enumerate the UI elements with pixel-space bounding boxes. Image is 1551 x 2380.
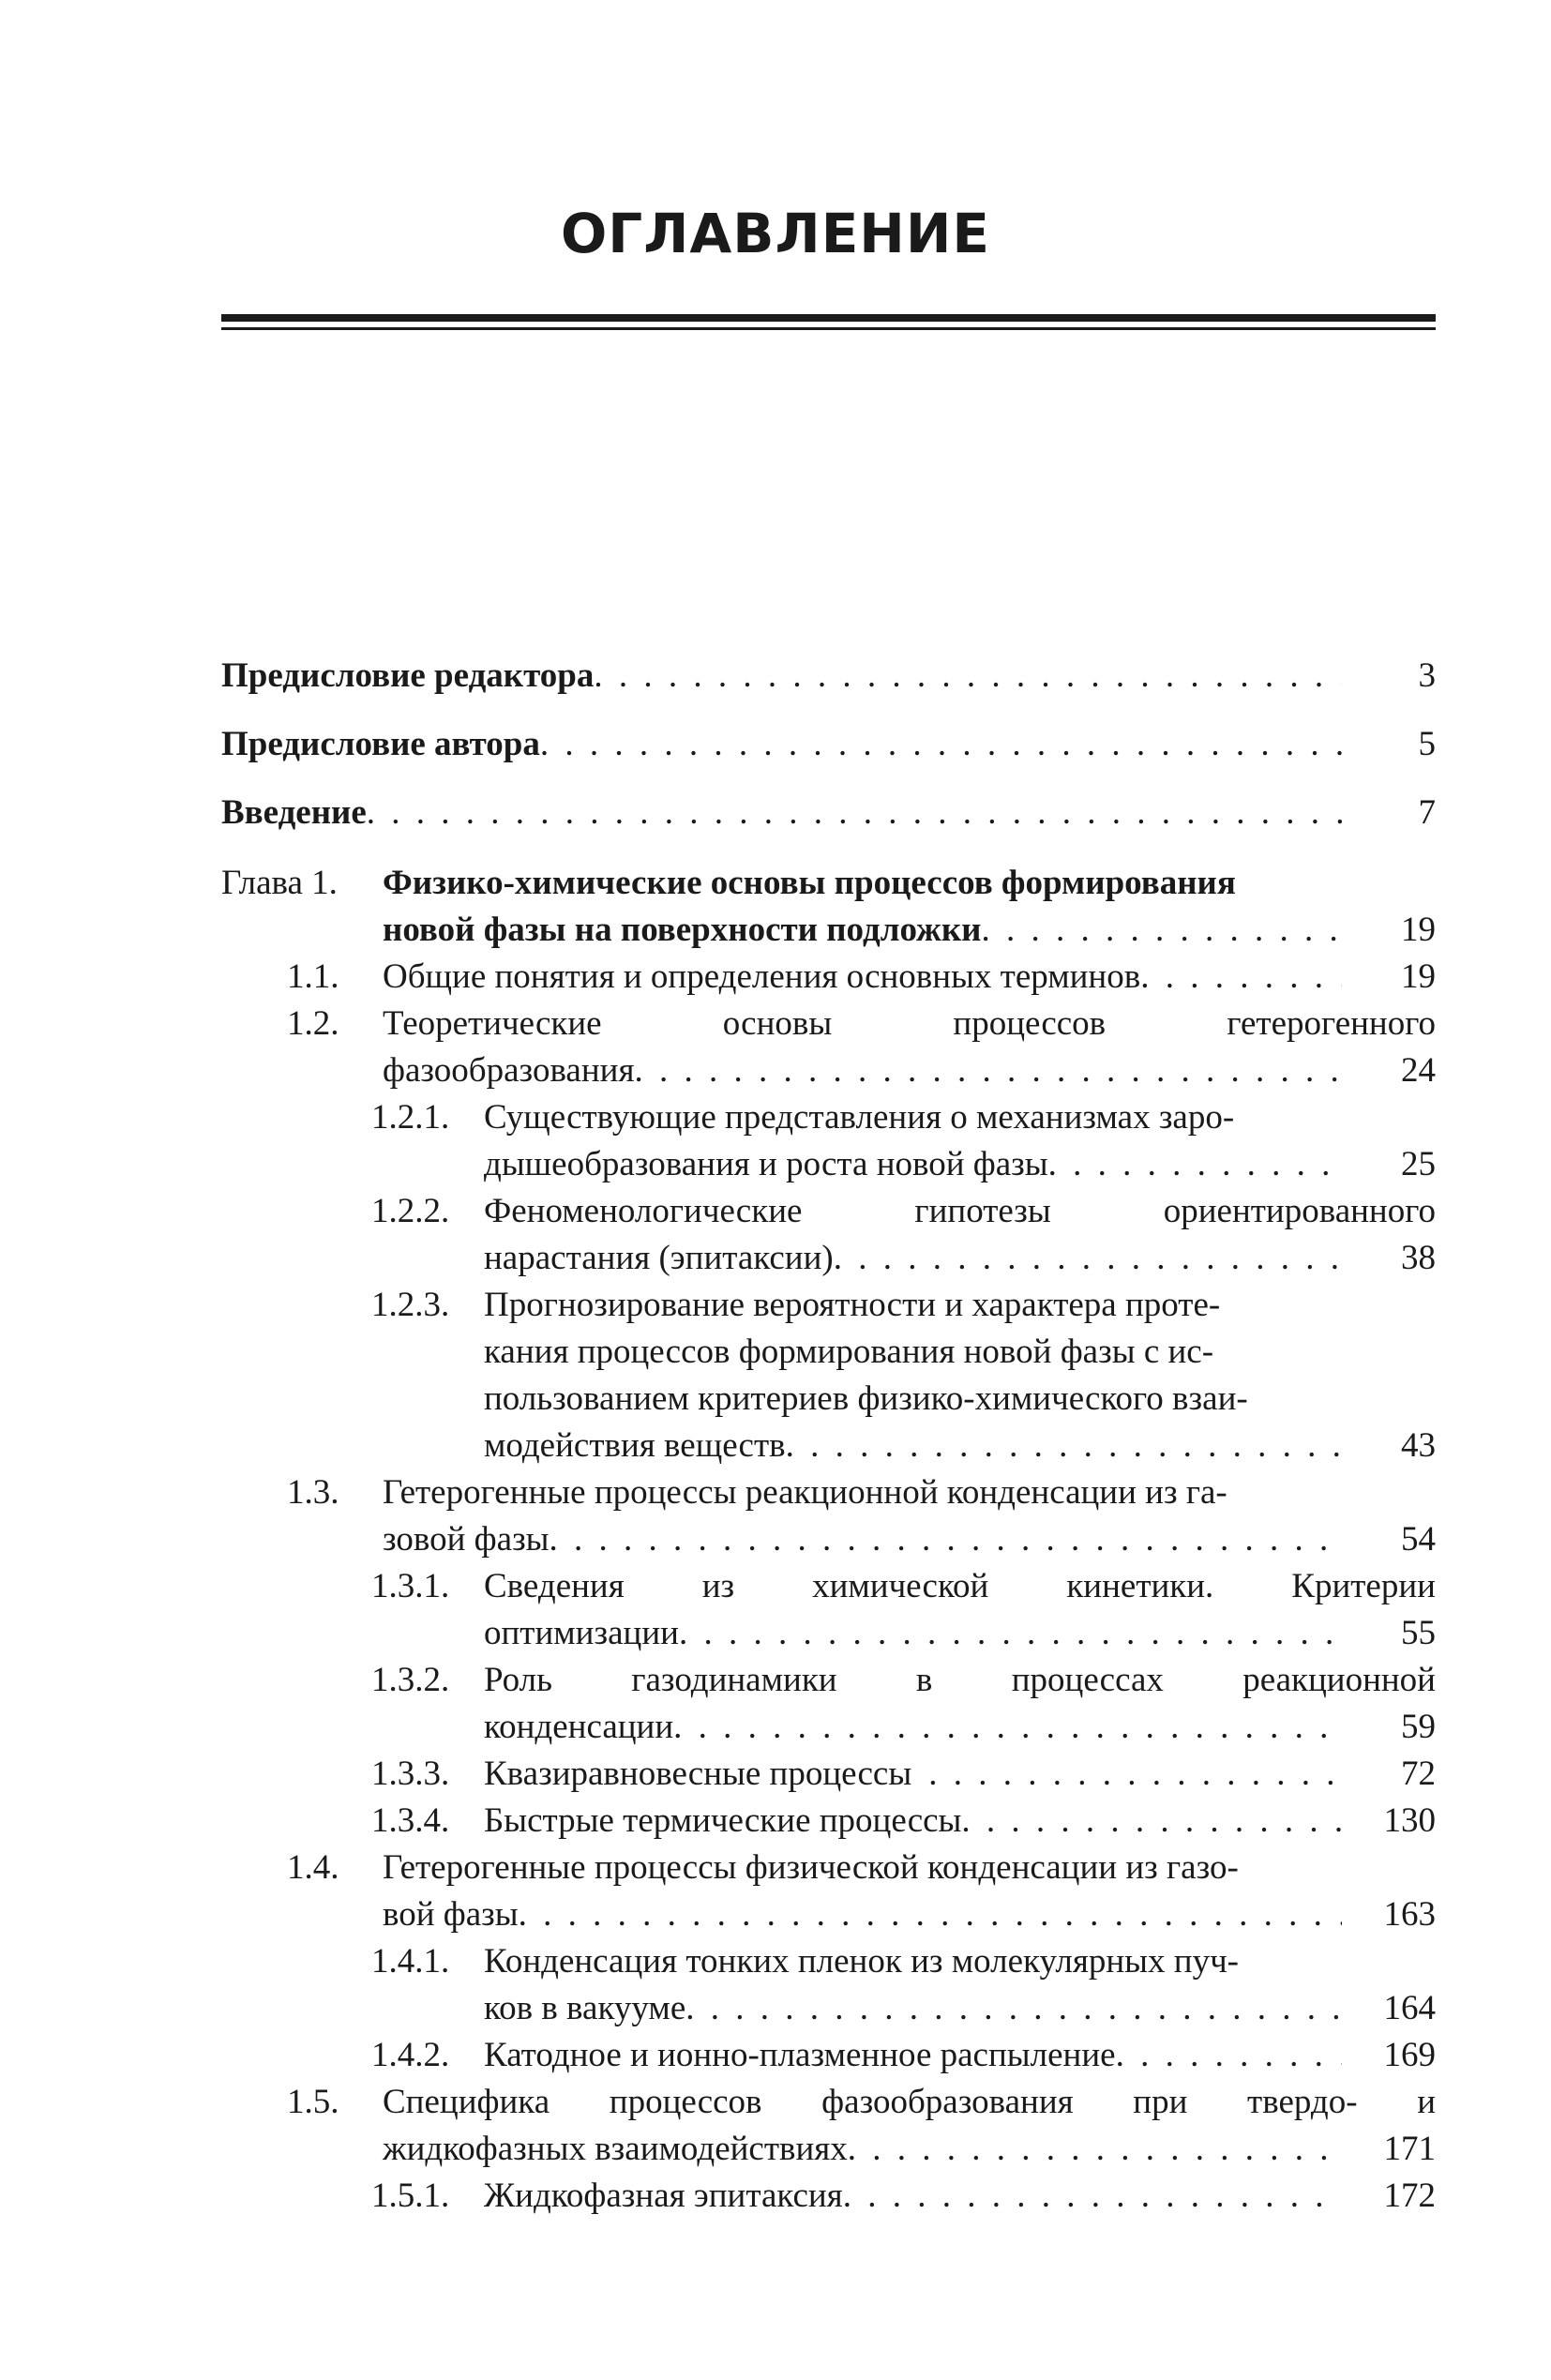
entry-label-line-1: Гетерогенные процессы физической конденсации из газо- xyxy=(383,1848,1239,1887)
entry-label: Предисловие автора xyxy=(221,725,540,763)
section-number: 1.3.2. xyxy=(371,1661,450,1699)
section-number: 1.2. xyxy=(287,1004,339,1043)
entry-label-line-1: Гетерогенные процессы реакционной конденсации из га- xyxy=(383,1473,1227,1512)
entry-label: Катодное и ионно-плазменное распыление xyxy=(484,2036,1116,2074)
leader-dots xyxy=(961,1799,1342,1844)
leader-dots xyxy=(786,1423,1342,1469)
section-number: 1.2.3. xyxy=(371,1286,450,1324)
entry-page: 38 xyxy=(1401,1239,1436,1277)
leader-dots xyxy=(1048,1142,1342,1187)
entry-label-line-2: фазообразования xyxy=(383,1051,635,1090)
leader-dots xyxy=(1140,955,1342,1000)
section-number: 1.3. xyxy=(287,1473,339,1512)
entry-label-line-1: Существующие представления о механизмах заро- xyxy=(484,1098,1235,1137)
leader-dots xyxy=(848,2127,1342,2172)
entry-label-line-2: ков в вакууме xyxy=(484,1989,686,2027)
section-number: 1.4. xyxy=(287,1848,339,1887)
entry-label: Быстрые термические процессы xyxy=(484,1801,962,1840)
toc-entry-author-preface[interactable] xyxy=(221,722,1436,767)
section-number: 1.3.3. xyxy=(371,1755,450,1793)
section-number: 1.4.1. xyxy=(371,1942,450,1981)
entry-page: 55 xyxy=(1401,1614,1436,1652)
title-rule-thick xyxy=(221,314,1436,322)
section-number: 1.2.2. xyxy=(371,1192,450,1230)
entry-page: 19 xyxy=(1401,957,1436,996)
entry-label-line-1: Феноменологические гипотезы ориентированного xyxy=(484,1192,1436,1230)
leader-dots xyxy=(634,1048,1342,1093)
entry-label-line-2: дышеобразования и роста новой фазы xyxy=(484,1145,1048,1183)
leader-dots xyxy=(367,791,1342,836)
section-number: 1.3.1. xyxy=(371,1567,450,1605)
entry-label-line-1: Сведения из химической кинетики. Критерии xyxy=(484,1567,1436,1605)
leader-dots xyxy=(540,722,1342,767)
entry-page: 130 xyxy=(1383,1801,1436,1840)
entry-label-line-1: Теоретические основы процессов гетерогенного xyxy=(383,1004,1436,1043)
leader-dots xyxy=(911,1752,1342,1797)
leader-dots xyxy=(679,1611,1342,1656)
section-number: 1.5.1. xyxy=(371,2177,450,2215)
leader-dots xyxy=(519,1892,1342,1937)
leader-dots xyxy=(673,1705,1342,1750)
entry-label-line-2: нарастания (эпитаксии) xyxy=(484,1239,834,1277)
entry-label-line-2: кания процессов формирования новой фазы с ис- xyxy=(484,1333,1214,1371)
entry-label: Жидкофазная эпитаксия xyxy=(484,2177,843,2215)
entry-label: Введение xyxy=(221,793,367,832)
entry-label-line-1: Конденсация тонких пленок из молекулярных пуч- xyxy=(484,1942,1240,1981)
entry-page: 25 xyxy=(1401,1145,1436,1183)
entry-label-line-2: жидкофазных взаимодействиях xyxy=(383,2130,848,2168)
toc-entry-introduction[interactable] xyxy=(221,791,1436,836)
entry-label-line-1: Роль газодинамики в процессах реакционной xyxy=(484,1661,1436,1699)
entry-page: 169 xyxy=(1383,2036,1436,2074)
chapter-number: Глава 1. xyxy=(221,864,338,902)
entry-page: 59 xyxy=(1401,1708,1436,1746)
section-number: 1.3.4. xyxy=(371,1801,450,1840)
entry-label-line-1: Физико-химические основы процессов формирования xyxy=(383,864,1236,902)
section-number: 1.1. xyxy=(287,957,339,996)
leader-dots xyxy=(1116,2033,1342,2078)
entry-page: 172 xyxy=(1383,2177,1436,2215)
title-rule-thin xyxy=(221,327,1436,330)
entry-page: 3 xyxy=(1418,656,1436,695)
entry-label-line-2: конденсации xyxy=(484,1708,674,1746)
entry-page: 171 xyxy=(1383,2130,1436,2168)
section-number: 1.5. xyxy=(287,2083,339,2121)
page-title: ОГЛАВЛЕНИЕ xyxy=(560,202,991,265)
entry-page: 54 xyxy=(1401,1520,1436,1559)
leader-dots xyxy=(982,908,1342,953)
entry-page: 164 xyxy=(1383,1989,1436,2027)
entry-page: 163 xyxy=(1383,1895,1436,1934)
leader-dots xyxy=(843,2174,1342,2219)
entry-label-line-1: Специфика процессов фазообразования при твердо- и xyxy=(383,2083,1436,2121)
entry-page: 7 xyxy=(1418,793,1436,832)
entry-page: 72 xyxy=(1401,1755,1436,1793)
entry-label-line-2: зовой фазы xyxy=(383,1520,550,1559)
section-number: 1.4.2. xyxy=(371,2036,450,2074)
entry-label: Квазиравновесные процессы xyxy=(484,1755,912,1793)
entry-label-line-4: модействия веществ xyxy=(484,1426,786,1465)
entry-label: Предисловие редактора xyxy=(221,656,595,695)
leader-dots xyxy=(550,1517,1342,1562)
toc-entry-editor-preface[interactable] xyxy=(221,654,1436,699)
leader-dots xyxy=(834,1236,1342,1281)
entry-page: 5 xyxy=(1418,725,1436,763)
entry-label-line-1: Прогнозирование вероятности и характера проте- xyxy=(484,1286,1221,1324)
entry-label-line-2: оптимизации xyxy=(484,1614,679,1652)
entry-label-line-2: вой фазы xyxy=(383,1895,519,1934)
entry-page: 19 xyxy=(1401,911,1436,949)
entry-label-line-3: пользованием критериев физико-химического взаи- xyxy=(484,1379,1248,1418)
leader-dots xyxy=(594,654,1342,699)
leader-dots xyxy=(685,1986,1342,2031)
entry-label-line-2: новой фазы на поверхности подложки xyxy=(383,911,982,949)
entry-page: 24 xyxy=(1401,1051,1436,1090)
entry-page: 43 xyxy=(1401,1426,1436,1465)
section-number: 1.2.1. xyxy=(371,1098,450,1137)
entry-label: Общие понятия и определения основных терминов xyxy=(383,957,1141,996)
